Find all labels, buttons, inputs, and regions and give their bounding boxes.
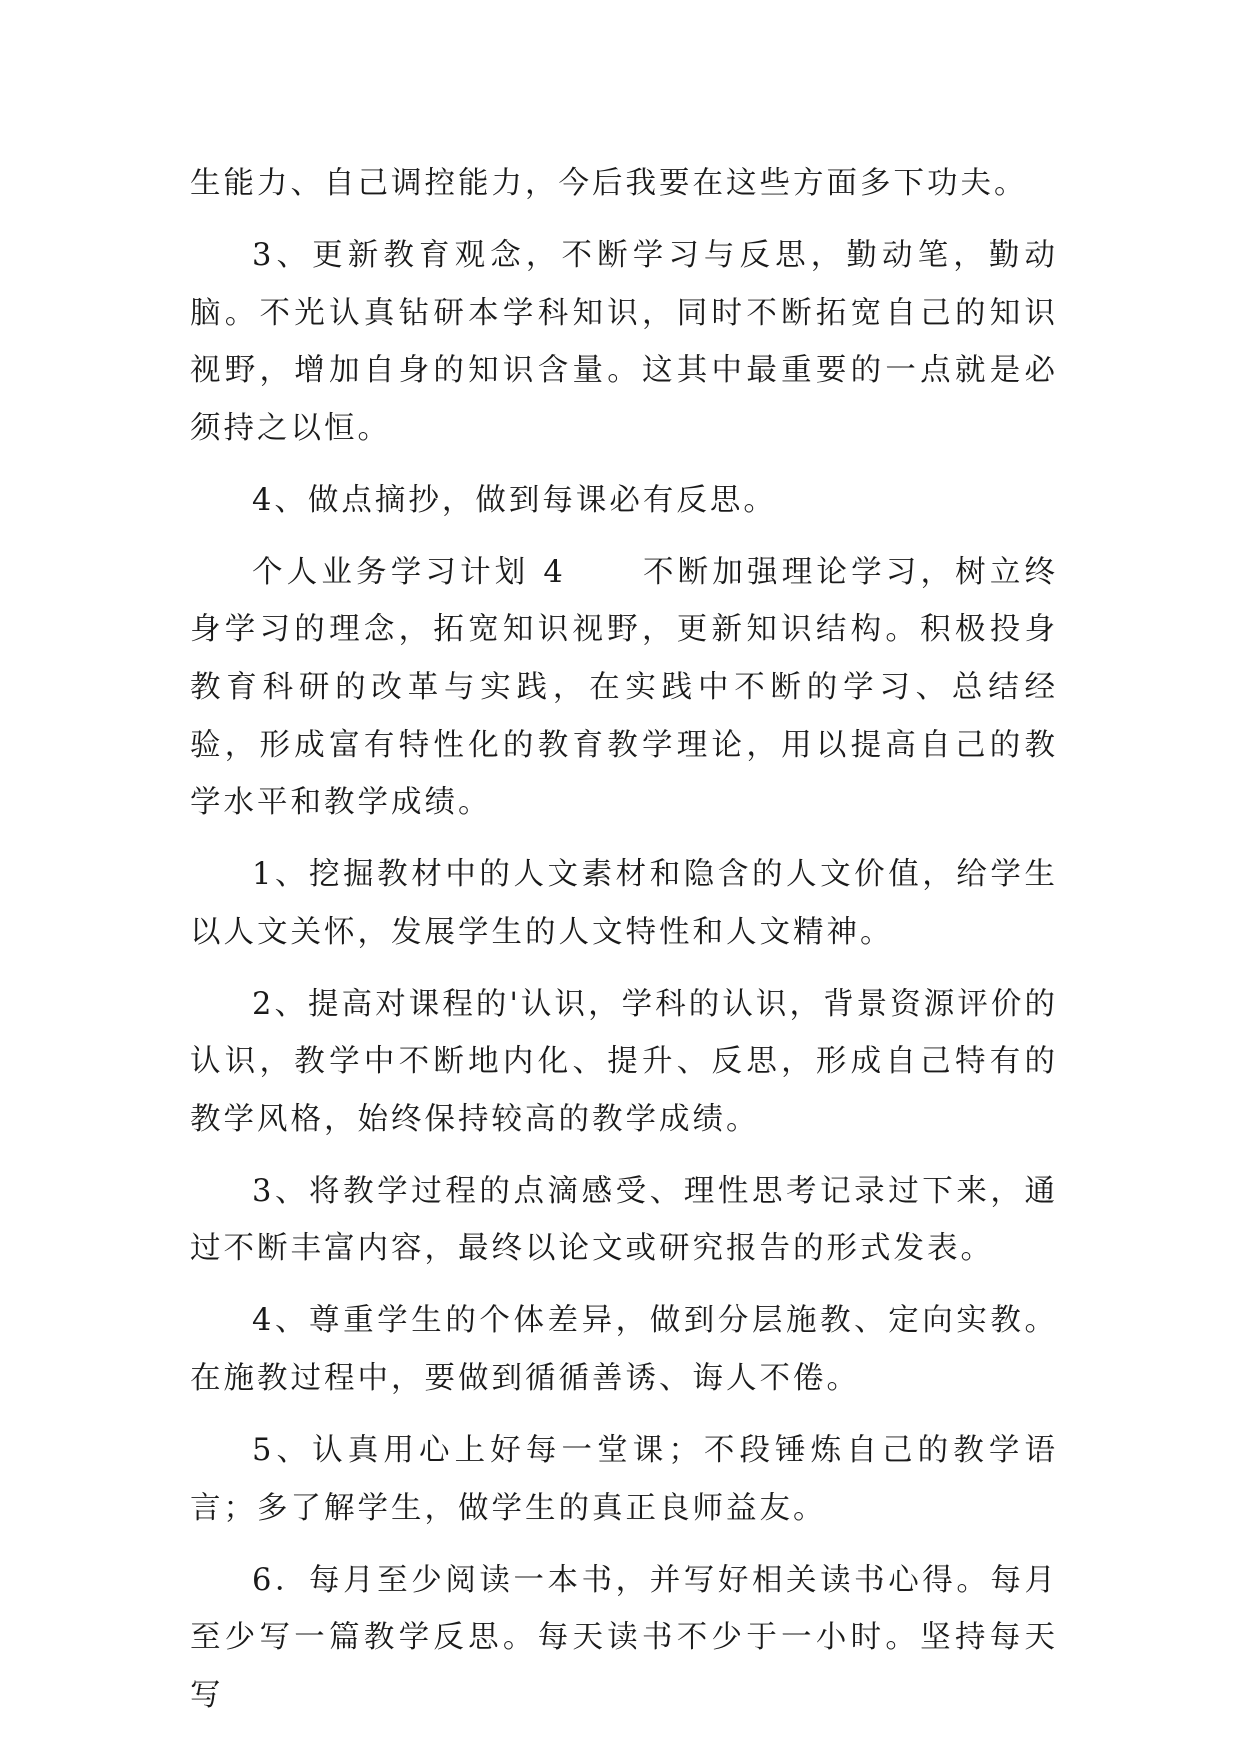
paragraph-5	[190, 846, 1058, 961]
paragraph-text: 2、提高对课程的'认识，学科的认识，背景资源评价的认识，教学中不断地内化、提升、反思，形成自己特有的教学风格，始终保持较高的教学成绩。	[190, 986, 1058, 1137]
paragraph-7	[190, 1163, 1058, 1278]
paragraph-text: 生能力、自己调控能力，今后我要在这些方面多下功夫。	[190, 166, 1028, 201]
section-heading: 个人业务学习计划 4	[252, 554, 566, 590]
paragraph-6	[190, 976, 1058, 1149]
paragraph-text: 4、尊重学生的个体差异，做到分层施教、定向实教。在施教过程中，要做到循循善诱、诲人不倦。	[190, 1303, 1058, 1397]
paragraph-2	[190, 227, 1058, 457]
paragraph-text: 3、将教学过程的点滴感受、理性思考记录过下来，通过不断丰富内容，最终以论文或研究报告的形式发表。	[190, 1173, 1058, 1267]
paragraph-text: 1、挖掘教材中的人文素材和隐含的人文价值，给学生以人文关怀，发展学生的人文特性和人文精神。	[190, 857, 1058, 950]
paragraph-3	[190, 472, 1058, 530]
paragraph-1	[190, 155, 1058, 213]
paragraph-text: 不断加强理论学习，树立终身学习的理念，拓宽知识视野，更新知识结构。积极投身教育科研的改革与实践，在实践中不断的学习、总结经验，形成富有特性化的教育教学理论，用以提高自己的教学水平和教学成绩。	[190, 554, 1059, 821]
paragraph-9	[190, 1422, 1058, 1537]
paragraph-10	[190, 1552, 1058, 1725]
paragraph-text: 5、认真用心上好每一堂课；不段锤炼自己的教学语言；多了解学生，做学生的真正良师益友。	[190, 1433, 1058, 1526]
paragraph-text: 4、做点摘抄，做到每课必有反思。	[252, 482, 777, 518]
paragraph-text: 6．每月至少阅读一本书，并写好相关读书心得。每月至少写一篇教学反思。每天读书不少于一小时。坚持每天写	[190, 1562, 1058, 1713]
paragraph-8	[190, 1292, 1058, 1407]
paragraph-text: 3、更新教育观念，不断学习与反思，勤动笔，勤动脑。不光认真钻研本学科知识，同时不断拓宽自己的知识视野，增加自身的知识含量。这其中最重要的一点就是必须持之以恒。	[190, 237, 1058, 446]
document-body	[190, 155, 1058, 1739]
paragraph-4	[190, 544, 1058, 832]
